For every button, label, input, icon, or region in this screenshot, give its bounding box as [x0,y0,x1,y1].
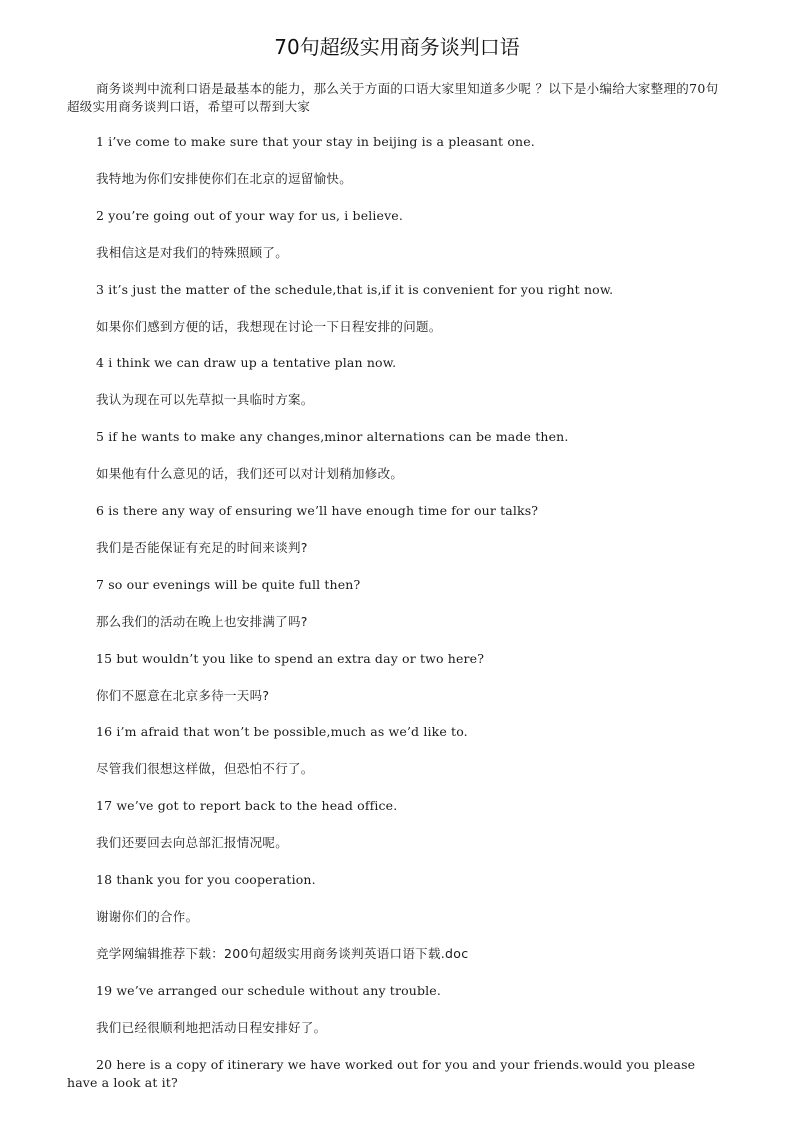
intro-paragraph: 商务谈判中流利口语是最基本的能力，那么关于方面的口语大家里知道多少呢 ？以下是小编给大家整理的70句超级实用商务谈判口语，希望可以帮到大家 [67,81,719,114]
english-sentence: 1 i’ve come to make sure that your stay in beijing is a pleasant one. [96,134,535,149]
english-sentence: 3 it’s just the matter of the schedule,that is,if it is convenient for you right now. [96,281,614,297]
chinese-translation: 我特地为你们安排使你们在北京的逗留愉快。 [96,170,353,186]
document-title: 70句超级实用商务谈判口语 [274,35,520,59]
english-sentence: 7 so our evenings will be quite full then? [96,576,361,592]
english-sentence: 16 i’m afraid that won’t be possible,much as we’d like to. [96,724,468,740]
chinese-translation: 竞学网编辑推荐下载：200句超级实用商务谈判英语口语下载.doc [96,945,469,961]
chinese-translation: 我认为现在可以先草拟一具临时方案。 [96,392,314,408]
english-sentence: 2 you’re going out of your way for us, i believe. [96,207,403,223]
english-sentence: 5 if he wants to make any changes,minor alternations can be made then. [96,429,569,445]
english-sentence: 15 but wouldn’t you like to spend an extra day or two here? [96,650,485,666]
chinese-translation: 我相信这是对我们的特殊照顾了。 [96,244,289,260]
chinese-translation: 我们还要回去向总部汇报情况呢。 [96,835,289,851]
english-sentence: 6 is there any way of ensuring we’ll have enough time for our talks? [96,503,539,518]
english-sentence: 17 we’ve got to report back to the head office. [96,798,398,814]
chinese-translation: 你们不愿意在北京多待一天吗? [96,687,270,703]
chinese-translation: 如果你们感到方便的话，我想现在讨论一下日程安排的问题。 [96,318,442,334]
chinese-translation: 我们是否能保证有充足的时间来谈判? [96,539,308,555]
english-sentence: 4 i think we can draw up a tentative plan now. [96,355,397,371]
english-sentence: 20 here is a copy of itinerary we have worked out for you and your friends.would you please have a look at it? [67,1056,696,1090]
english-sentence: 18 thank you for you cooperation. [96,872,316,887]
chinese-translation: 我们已经很顺利地把活动日程安排好了。 [96,1019,327,1035]
english-sentence: 19 we’ve arranged our schedule without any trouble. [96,982,441,998]
chinese-translation: 尽管我们很想这样做，但恐怕不行了。 [96,761,314,777]
chinese-translation: 如果他有什么意见的话，我们还可以对计划稍加修改。 [96,466,404,482]
chinese-translation: 那么我们的活动在晚上也安排满了吗? [96,613,308,629]
chinese-translation: 谢谢你们的合作。 [96,908,199,924]
